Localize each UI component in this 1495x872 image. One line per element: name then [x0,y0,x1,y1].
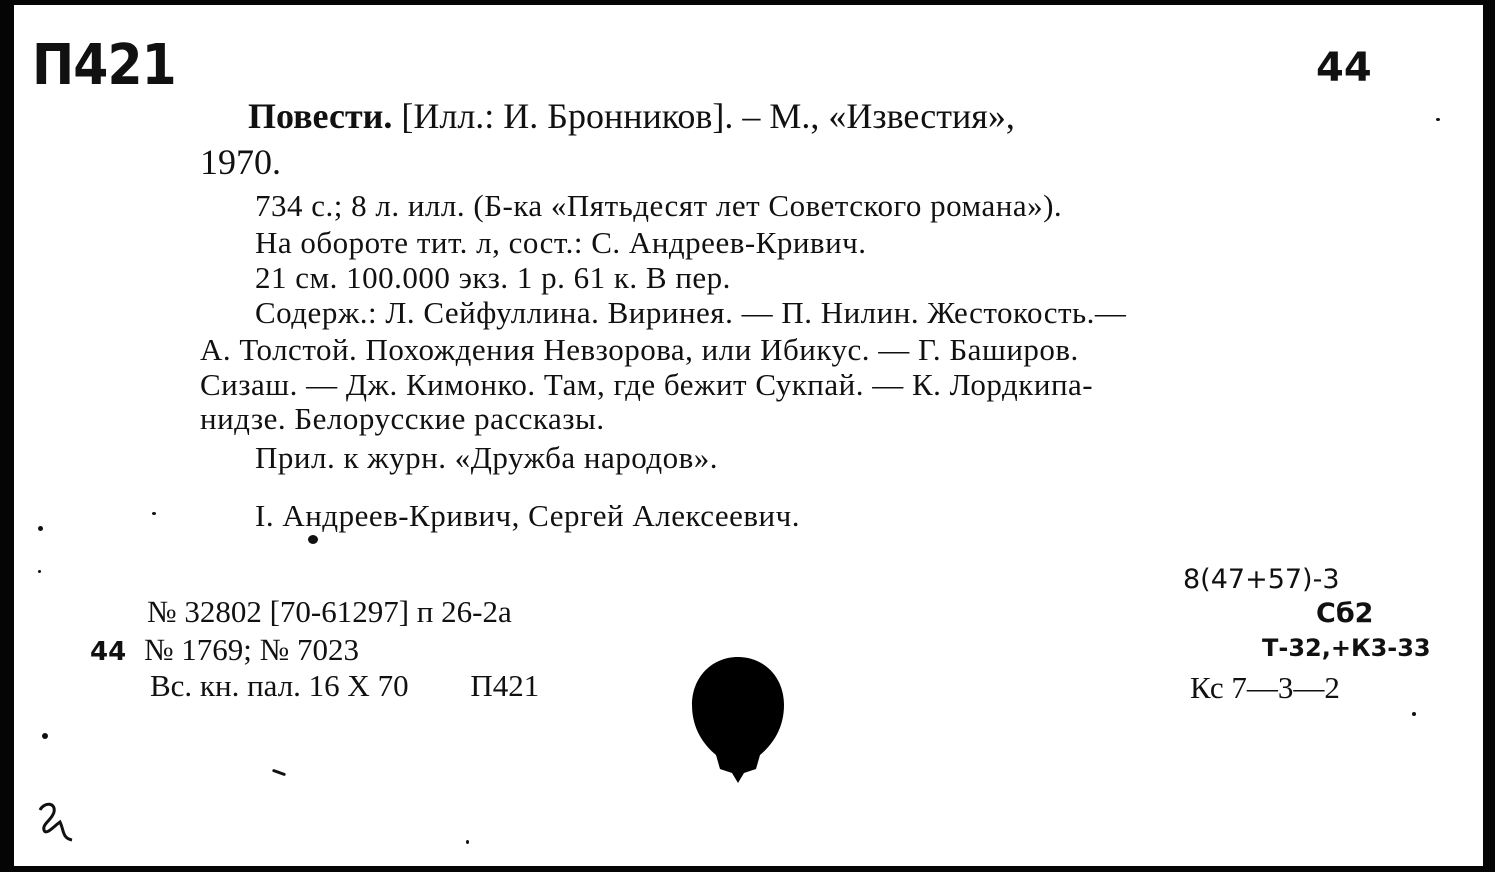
ink-speck [38,570,41,573]
classification-bold: Сб2 [1316,598,1374,629]
punch-hole-icon [690,655,786,783]
contents-line: Сизаш. — Дж. Кимонко. Там, где бежит Сукпай. — К. Лордкипа- [200,367,1094,402]
ink-speck [272,769,286,777]
ink-speck [308,535,318,544]
ink-speck [466,840,469,844]
registration-line: № 32802 [70-61297] п 26-2а [147,594,512,629]
contents-line: нидзе. Белорусские рассказы. [200,401,605,436]
registration-line [150,670,539,701]
pen-mark-icon [32,796,84,846]
subject-heading: I. Андреев-Кривич, Сергей Алексеевич. [255,498,800,533]
card-top-number: 44 [1316,45,1372,91]
supplement-note: Прил. к журн. «Дружба народов». [255,440,719,475]
title-imprint: [Илл.: И. Бронников]. ‒ М., «Известия», [401,96,1015,136]
card-frame-left [0,0,14,872]
kc-code: Кс 7—3—2 [1190,670,1340,705]
size-price-line: 21 см. 100.000 экз. 1 р. 61 к. В пер. [255,260,731,295]
card-frame-bottom [0,866,1495,872]
registration-number: 44 [90,637,127,667]
ink-speck [1436,118,1440,121]
chamber-date: Вс. кн. пал. 16 X 70 [150,668,409,703]
ink-speck [42,733,48,739]
classification-index: 8(47+57)-3 [1183,564,1340,595]
handwritten-classification: Т-32,+К3-33 [1262,634,1431,662]
collation-line: 734 с.; 8 л. илл. (Б-ка «Пятьдесят лет Советского романа»). [255,188,1063,223]
contents-line: Содерж.: Л. Сейфуллина. Виринея. — П. Нилин. Жестокость.— [255,295,1127,330]
registration-line [90,634,359,665]
ink-speck [152,512,156,515]
publication-year: 1970. [200,142,281,182]
verso-note: На обороте тит. л, сост.: С. Андреев-Кривич. [255,225,867,260]
ink-speck [1412,712,1416,716]
card-code: П421 [470,668,540,703]
book-title: Повести. [248,96,393,136]
contents-line: А. Толстой. Похождения Невзорова, или Ибикус. — Г. Баширов. [200,332,1079,367]
card-frame-right [1483,0,1495,872]
handwritten-call-number: П421 [32,33,176,98]
ink-speck [38,526,43,531]
registration-numbers: № 1769; № 7023 [143,632,359,667]
card-frame-top [0,0,1495,5]
title-line [248,98,1015,134]
